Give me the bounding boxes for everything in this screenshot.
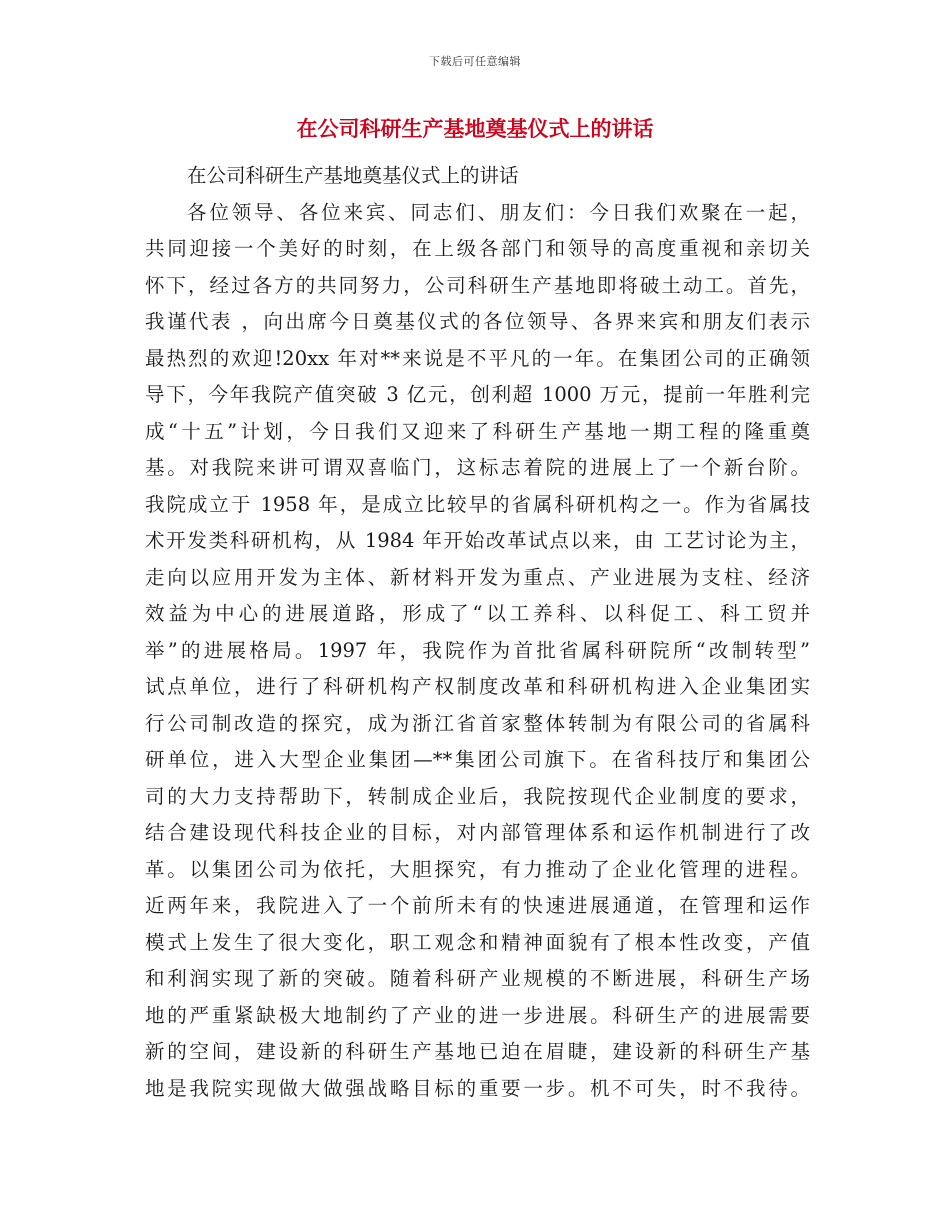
body-line: 我谨代表 ，向出席今日奠基仪式的各位领导、各界来宾和朋友们表示 [145,310,810,333]
body-line: 成“十五”计划，今日我们又迎来了科研生产基地一期工程的隆重奠 [145,419,810,443]
page-header-note: 下载后可任意编辑 [429,55,521,68]
body-line: 走向以应用开发为主体、新材料开发为重点、产业进展为支柱、经济 [145,565,810,589]
body-line: 术开发类科研机构，从 1984 年开始改革试点以来，由 工艺讨论为主， [145,529,810,552]
body-line: 近两年来，我院进入了一个前所未有的快速进展通道，在管理和运作 [145,894,810,917]
body-line: 模式上发生了很大变化，职工观念和精神面貌有了根本性改变，产值 [145,930,810,954]
body-line: 和利润实现了新的突破。随着科研产业规模的不断进展，科研生产场 [145,967,810,990]
body-line: 新的空间，建设新的科研生产基地已迫在眉睫，建设新的科研生产基 [145,1040,810,1063]
body-line: 导下，今年我院产值突破 3 亿元，创利超 1000 万元，提前一年胜利完 [145,383,810,406]
body-line: 试点单位，进行了科研机构产权制度改革和科研机构进入企业集团实 [145,675,810,698]
document-title: 在公司科研生产基地奠基仪式上的讲话 [296,117,654,141]
body-line: 共同迎接一个美好的时刻，在上级各部门和领导的高度重视和亲切关 [145,237,810,260]
body-line: 结合建设现代科技企业的目标，对内部管理体系和运作机制进行了改 [145,821,810,844]
body-line: 基。对我院来讲可谓双喜临门，这标志着院的进展上了一个新台阶。 [145,456,810,479]
body-line: 举”的进展格局。1997 年，我院作为首批省属科研院所“改制转型” [145,638,810,662]
body-line: 行公司制改造的探究，成为浙江省首家整体转制为有限公司的省属科 [145,711,810,735]
body-line: 效益为中心的进展道路，形成了“以工养科、以科促工、科工贸并 [145,602,810,625]
body-line: 革。以集团公司为依托，大胆探究，有力推动了企业化管理的进程。 [145,857,810,881]
body-line: 研单位，进入大型企业集团—**集团公司旗下。在省科技厅和集团公 [145,748,810,771]
document-body [145,158,810,1107]
body-line: 最热烈的欢迎!20xx 年对**来说是不平凡的一年。在集团公司的正确领 [145,346,810,370]
body-line: 各位领导、各位来宾、同志们、朋友们：今日我们欢聚在一起， [187,200,810,224]
body-line: 我院成立于 1958 年，是成立比较早的省属科研机构之一。作为省属技 [145,492,810,516]
body-line: 怀下，经过各方的共同努力，公司科研生产基地即将破土动工。首先， [145,273,810,297]
body-line: 司的大力支持帮助下，转制成企业后，我院按现代企业制度的要求， [145,784,810,808]
body-line: 地的严重紧缺极大地制约了产业的进一步进展。科研生产的进展需要 [145,1003,810,1027]
subtitle-line: 在公司科研生产基地奠基仪式上的讲话 [187,164,519,187]
body-line: 地是我院实现做大做强战略目标的重要一步。机不可失，时不我待。 [145,1076,810,1100]
